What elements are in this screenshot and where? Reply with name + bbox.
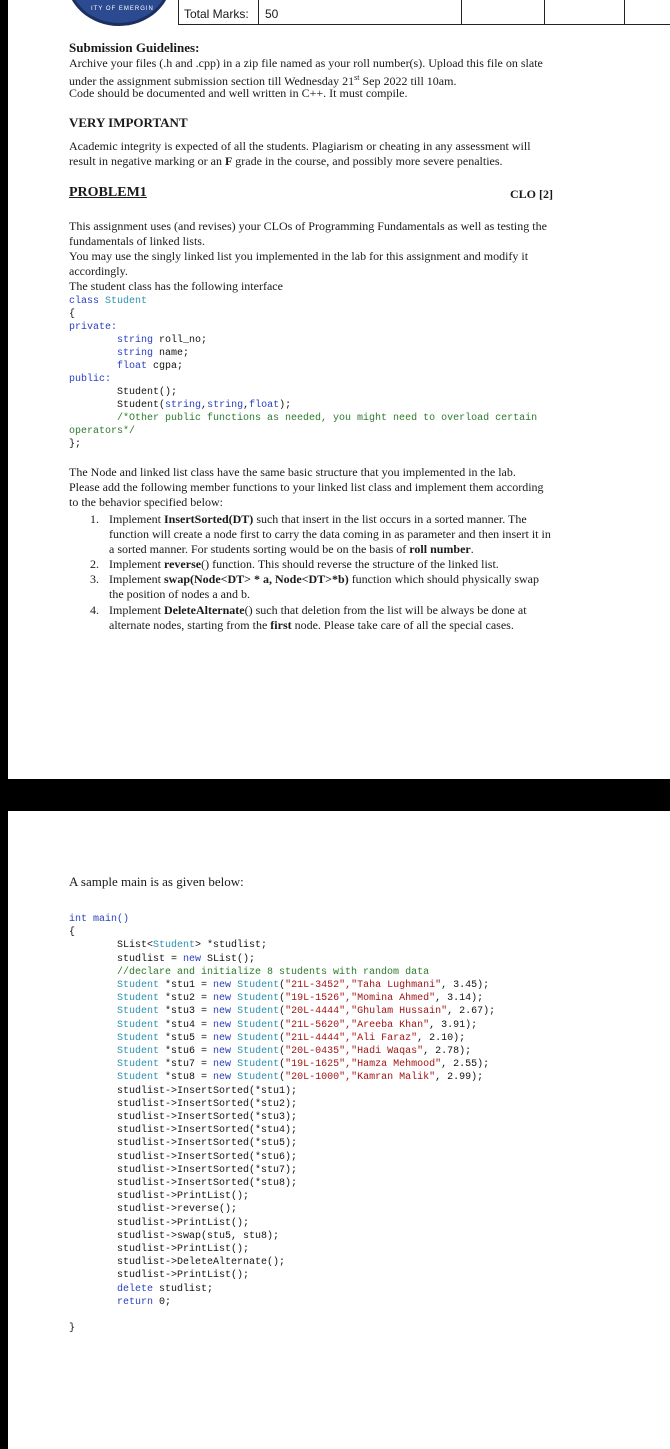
task-4-number: 4. <box>90 603 99 617</box>
important-title: VERY IMPORTANT <box>69 115 188 130</box>
task-3-line-2: the position of nodes a and b. <box>109 587 250 601</box>
guidelines-line-2: under the assignment submission section till Wednesday 21st Sep 2022 till 10am. <box>69 73 457 88</box>
document-page-2 <box>8 811 670 1449</box>
page-break <box>0 779 670 811</box>
guidelines-line-3: Code should be documented and well written in C++. It must compile. <box>69 86 408 100</box>
clo-label: CLO [2] <box>510 187 553 201</box>
important-line-2: result in negative marking or an F grade in the course, and possibly more severe penalties. <box>69 154 503 168</box>
guidelines-line-1: Archive your files (.h and .cpp) in a zip file named as your roll number(s). Upload this file on slate <box>69 56 543 70</box>
problem-intro-3: You may use the singly linked list you implemented in the lab for this assignment and modify it <box>69 249 529 263</box>
total-marks-value: 50 <box>265 7 279 21</box>
sample-main-intro: A sample main is as given below: <box>69 874 244 889</box>
guidelines-title: Submission Guidelines: <box>69 40 200 55</box>
task-1-line-3: a sorted manner. For students sorting would be on the basis of roll number. <box>109 542 474 556</box>
left-edge-border <box>0 0 8 1449</box>
total-marks-label: Total Marks: <box>184 7 249 21</box>
task-3-line-1: Implement swap(Node<DT> * a, Node<DT>*b) function which should physically swap <box>109 572 539 586</box>
task-1-line-2: function will create a node first to carry the data coming in as parameter and then insert it in <box>109 527 551 541</box>
node-text-2: Please add the following member functions to your linked list class and implement them according <box>69 480 544 494</box>
task-1-number: 1. <box>90 512 99 526</box>
problem-intro-4: accordingly. <box>69 264 128 278</box>
task-3-number: 3. <box>90 572 99 586</box>
total-marks-table <box>178 0 670 25</box>
university-seal <box>66 0 172 26</box>
task-2-line-1: Implement reverse() function. This should reverse the structure of the linked list. <box>109 557 499 571</box>
task-1-line-1: Implement InsertSorted(DT) such that insert in the list occurs in a sorted manner. The <box>109 512 527 526</box>
task-4-line-1: Implement DeleteAlternate() such that deletion from the list will be always be done at <box>109 603 527 617</box>
task-4-line-2: alternate nodes, starting from the first node. Please take care of all the special cases. <box>109 618 514 632</box>
document-page-1 <box>8 0 670 779</box>
node-text-1: The Node and linked list class have the same basic structure that you implemented in the lab. <box>69 465 516 479</box>
problem-intro-1: This assignment uses (and revises) your CLOs of Programming Fundamentals as well as testing the <box>69 219 547 233</box>
task-2-number: 2. <box>90 557 99 571</box>
seal-text: ITY OF EMERGIN <box>91 6 154 12</box>
student-class-code: class Student { private: string roll_no; string name; float cgpa; public: Student(); Student(string,string,float); /*Other public functions as needed, you might need to overload certain operators*/ }; <box>69 296 538 450</box>
problem-intro-5: The student class has the following interface <box>69 279 283 293</box>
main-function-code: int main() { SList<Student> *studlist; studlist = new SList(); //declare and initialize 8 students with random data Student *stu1 = new Student("21L-3452","Taha Lughmani", 3.45); Student *stu2 = new Student("19L-1526","Momina Ahmed", 3.14); Student *stu3 = new Student("20L-4444","Ghulam Hussain", 2.67); Student *stu4 = new Student("21L-5620","Areeba Khan", 3.91); Student *stu5 = new Student("21L-4444","Ali Faraz", 2.10); Student *stu6 = new Student("20L-0435","Hadi Waqas", 2.78); Student *stu7 = new Student("19L-1625","Hamza Mehmood", 2.55); Student *stu8 = new Student("20L-1000","Kamran Malik", 2.99); studlist->InsertSorted(*stu1); studlist->InsertSorted(*stu2); studlist->InsertSorted(*stu3); studlist->InsertSorted(*stu4); studlist->InsertSorted(*stu5); studlist->InsertSorted(*stu6); studlist->InsertSorted(*stu7); studlist->InsertSorted(*stu8); studlist->PrintList(); studlist->reverse(); studlist->PrintList(); studlist->swap(stu5, stu8); studlist->PrintList(); studlist->DeleteAlternate(); studlist->PrintList(); delete studlist; return 0; } <box>69 914 496 1335</box>
node-text-3: to the behavior specified below: <box>69 495 223 509</box>
important-line-1: Academic integrity is expected of all the students. Plagiarism or cheating in any assessment will <box>69 139 531 153</box>
problem-intro-2: fundamentals of linked lists. <box>69 234 205 248</box>
problem-title: PROBLEM1 <box>69 185 147 200</box>
